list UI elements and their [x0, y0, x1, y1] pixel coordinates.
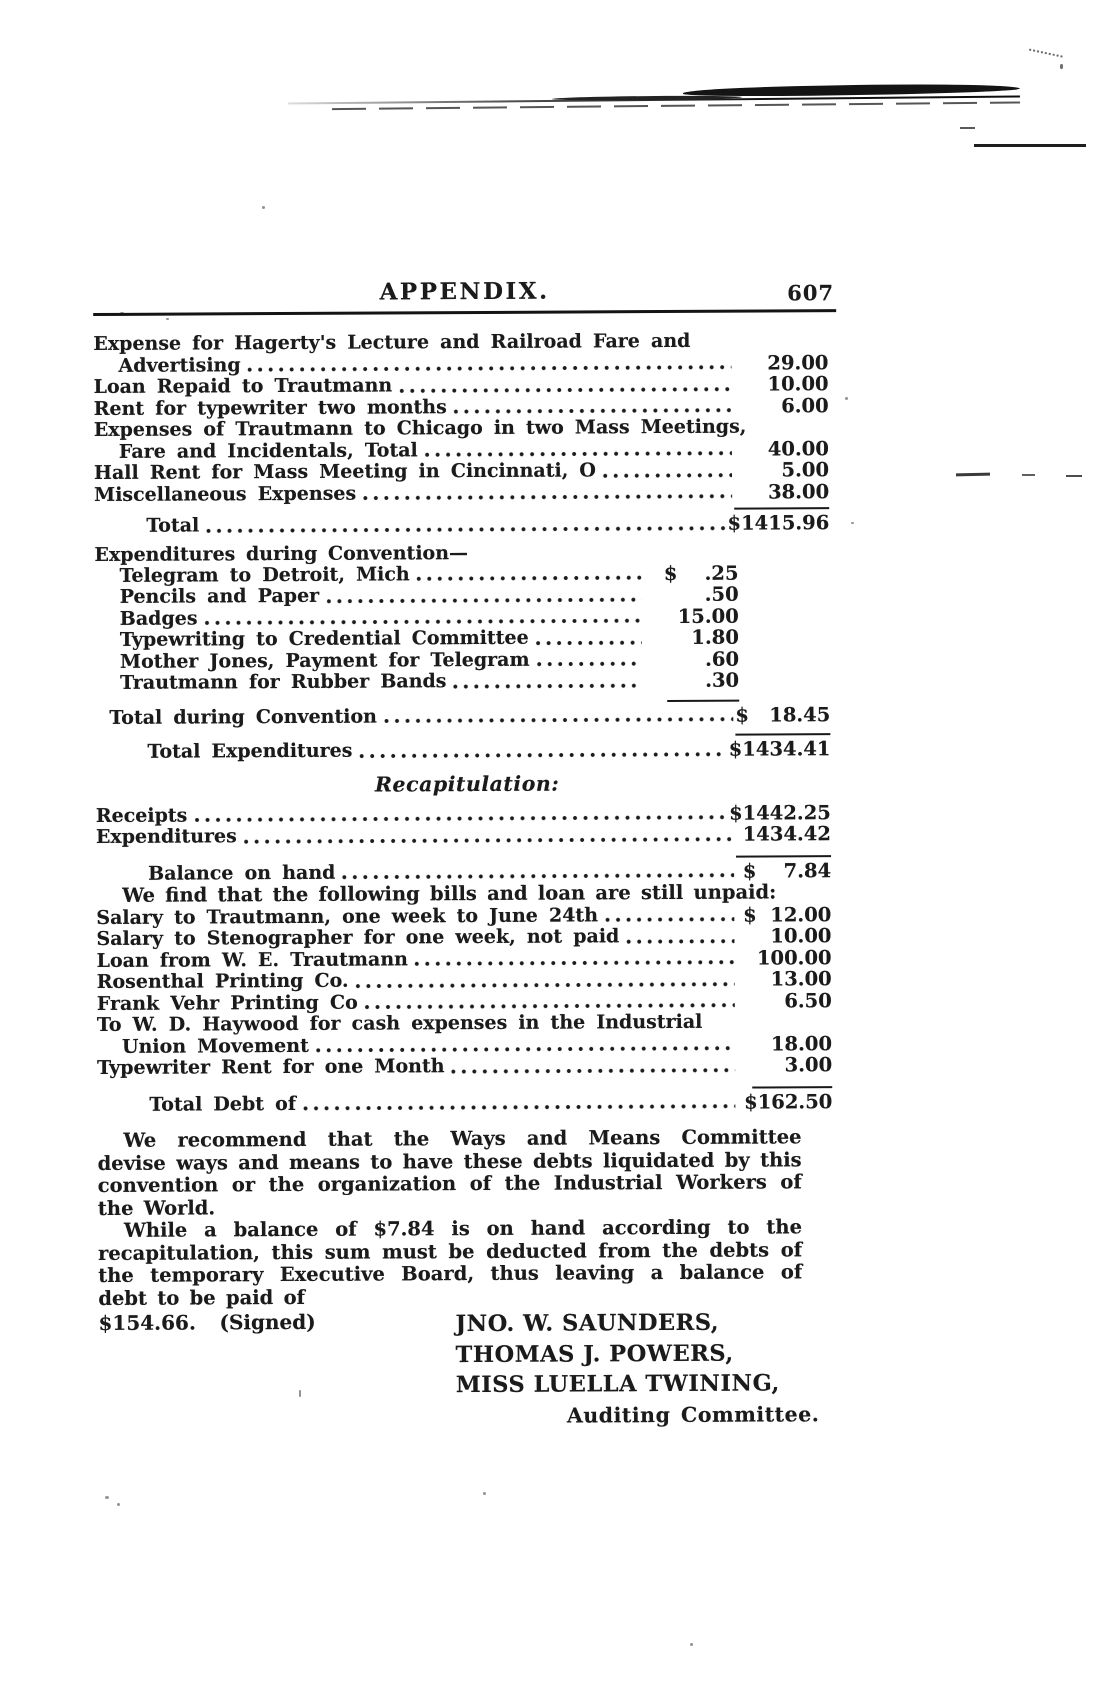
row-amount: $ 12.00 — [743, 902, 832, 927]
ledger-row — [94, 481, 837, 506]
row-label: Balance on hand — [148, 861, 336, 885]
corner-dot-artifact — [1060, 64, 1063, 69]
row-amount: 29.00 — [767, 350, 829, 374]
paper-speck — [690, 1643, 693, 1646]
signature-block — [455, 1307, 819, 1431]
signature-name: JNO. W. SAUNDERS, — [455, 1309, 720, 1338]
row-amount: $162.50 — [744, 1089, 833, 1114]
unpaid-note: We find that the following bills and loan are still unpaid: — [122, 880, 777, 907]
section-heading: Expenditures during Convention— — [94, 541, 469, 566]
row-label: Rent for typewriter two months — [93, 395, 447, 420]
dot-leader — [626, 938, 734, 944]
signed-label: (Signed) — [219, 1309, 316, 1335]
dot-leader — [303, 1104, 735, 1111]
dot-leader — [425, 451, 732, 458]
sum-rule — [734, 507, 829, 509]
dot-leader — [384, 717, 733, 724]
signature-section — [98, 1307, 842, 1433]
row-label: Trautmann for Rubber Bands — [120, 670, 447, 694]
dot-leader — [342, 873, 734, 880]
ledger-row — [95, 669, 838, 694]
paper-speck — [262, 206, 265, 209]
dot-leader — [399, 386, 731, 393]
signature-name: MISS LUELLA TWINING, — [455, 1370, 780, 1399]
dot-leader — [326, 597, 642, 604]
row-label: Total during Convention — [109, 705, 377, 729]
row-amount: 6.50 — [784, 988, 832, 1012]
row-label: Miscellaneous Expenses — [94, 482, 357, 506]
paper-speck — [105, 1496, 109, 1499]
row-amount: 10.00 — [770, 924, 832, 948]
row-label: Loan from W. E. Trautmann — [96, 947, 409, 972]
row-amount: .50 — [704, 582, 739, 606]
signature-name: THOMAS J. POWERS, — [455, 1340, 734, 1368]
dot-leader — [248, 365, 732, 373]
dot-leader — [452, 1067, 736, 1073]
dot-leader — [194, 815, 727, 823]
dot-leader — [454, 408, 732, 414]
running-head — [93, 276, 836, 316]
row-label: Expenditures — [95, 825, 237, 848]
dot-leader — [359, 751, 726, 758]
dot-leader — [363, 494, 732, 501]
row-amount: 15.00 — [677, 604, 739, 628]
dot-leader — [206, 525, 725, 533]
row-amount: 10.00 — [767, 372, 829, 396]
sum-rule — [752, 1086, 832, 1088]
row-amount: 5.00 — [781, 458, 830, 482]
row-label: Advertising — [118, 353, 241, 377]
ledger-row — [97, 1054, 840, 1079]
row-label: Total — [146, 514, 200, 537]
row-label: Typewriting to Credential Committee — [119, 626, 529, 651]
row-amount: .30 — [705, 668, 740, 692]
row-label: Expense for Hagerty's Lecture and Railroad Fare and — [93, 329, 691, 355]
row-label: Frank Vehr Printing Co — [96, 991, 358, 1015]
row-label: Pencils and Paper — [119, 584, 320, 608]
dot-leader — [605, 917, 734, 923]
row-amount: $ 18.45 — [735, 702, 831, 727]
row-label: Receipts — [95, 804, 188, 827]
row-label: Typewriter Rent for one Month — [97, 1055, 445, 1079]
row-amount: $1442.25 — [728, 800, 831, 825]
row-amount: .60 — [704, 647, 740, 671]
row-label: Loan Repaid to Trautmann — [93, 374, 393, 398]
dot-leader — [453, 683, 642, 689]
row-amount: 3.00 — [784, 1053, 833, 1077]
row-amount: $1434.41 — [728, 737, 831, 761]
margin-dash-artifact — [1022, 474, 1035, 476]
row-label: Hall Rent for Mass Meeting in Cincinnati, O — [93, 459, 596, 484]
sum-rule — [735, 733, 830, 735]
dot-leader — [205, 618, 642, 625]
closing-paragraph: While a balance of $7.84 is on hand according to the recapitulation, this sum must be deducted from the debts of the temporary Executive Board, thus leaving a balance of debt to be paid of — [98, 1215, 803, 1310]
page-content — [93, 276, 842, 1433]
closing-paragraph: We recommend that the Ways and Means Committee devise ways and means to have these debts liquidated by this convention or the organization of the Industrial Workers of the World. — [97, 1125, 802, 1220]
page-title: APPENDIX. — [379, 277, 550, 306]
margin-rule-artifact — [974, 144, 1086, 147]
row-label: Rosenthal Printing Co. — [96, 969, 349, 993]
margin-dash-artifact — [960, 127, 975, 129]
dot-leader — [356, 981, 735, 988]
ledger-row — [96, 823, 839, 848]
row-label: Badges — [119, 606, 198, 630]
dot-leader — [537, 661, 642, 667]
dot-leader — [417, 575, 642, 581]
dot-leader — [244, 836, 734, 844]
row-amount: 1.80 — [691, 625, 739, 649]
row-label: Salary to Trautmann, one week to June 24th — [96, 903, 599, 929]
row-amount: $ .25 — [663, 561, 739, 585]
dot-leader — [415, 960, 735, 967]
row-amount: 40.00 — [767, 436, 829, 460]
sum-rule — [736, 855, 831, 857]
row-label: Telegram to Detroit, Mich — [119, 562, 410, 587]
row-label: To W. D. Haywood for cash expenses in the Industrial — [96, 1010, 703, 1036]
row-amount: 18.00 — [770, 1031, 833, 1055]
row-amount: $ 7.84 — [742, 858, 832, 883]
row-label: Salary to Stenographer for one week, not paid — [96, 925, 620, 950]
paper-speck — [117, 1503, 120, 1506]
dot-leader — [536, 640, 642, 646]
row-amount: $1415.96 — [727, 511, 830, 535]
paper-speck — [845, 397, 848, 400]
recapitulation-heading: Recapitulation: — [374, 771, 560, 797]
row-label: Mother Jones, Payment for Telegram — [119, 648, 530, 673]
row-label: Expenses of Trautmann to Chicago in two Mass Meetings, — [93, 415, 747, 441]
balance-due-amount: $154.66. — [98, 1310, 196, 1335]
row-label: Total Expenditures — [147, 739, 353, 763]
row-amount: 6.00 — [781, 393, 829, 417]
total-row — [95, 738, 838, 763]
sum-rule — [667, 699, 739, 701]
ledger-row — [94, 416, 837, 441]
paper-speck — [851, 522, 854, 524]
row-label: Union Movement — [121, 1034, 309, 1058]
corner-mark-artifact — [1027, 49, 1062, 66]
dot-leader — [365, 1003, 735, 1010]
total-row — [94, 512, 837, 537]
row-amount: 100.00 — [756, 945, 832, 970]
margin-dash-artifact — [956, 473, 990, 476]
row-label: Fare and Incidentals, Total — [118, 438, 418, 463]
row-amount: 13.00 — [770, 967, 832, 991]
total-row — [95, 704, 838, 729]
row-amount: 38.00 — [767, 479, 830, 503]
margin-dash-artifact — [1066, 475, 1082, 477]
dot-leader — [603, 472, 732, 478]
paper-speck — [483, 1492, 486, 1495]
scan-smudge-artifact — [288, 80, 1020, 121]
row-label: Total Debt of — [149, 1092, 297, 1116]
page-number: 607 — [787, 280, 835, 306]
total-row — [97, 1091, 840, 1116]
row-amount: 1434.42 — [742, 822, 831, 846]
committee-label: Auditing Committee. — [566, 1401, 820, 1428]
dot-leader — [316, 1046, 735, 1053]
